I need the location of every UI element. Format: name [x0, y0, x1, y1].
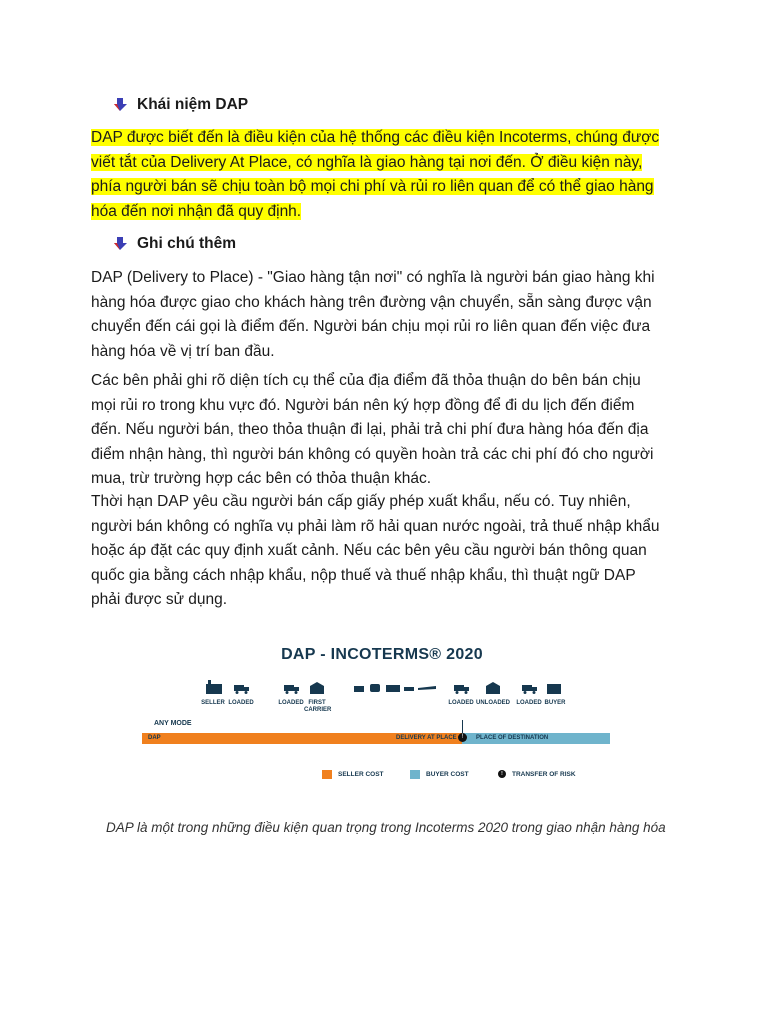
arrow-bullet-icon — [114, 237, 127, 251]
section-heading-dap-concept — [114, 95, 248, 115]
buyer-swatch — [410, 770, 420, 779]
risk-icon: ! — [498, 770, 506, 778]
bar-label-place-of-destination: PLACE OF DESTINATION — [476, 735, 549, 741]
legend-label: BUYER COST — [426, 771, 469, 778]
diagram-title: DAP - INCOTERMS® 2020 — [281, 646, 483, 663]
transport-modes-icon — [354, 682, 436, 694]
paragraph-line: DAP được biết đến là điều kiện của hệ thống các điều kiện Incoterms, chúng được — [91, 129, 660, 146]
warehouse-icon — [486, 682, 500, 694]
truck-icon — [284, 684, 300, 694]
paragraph-line: đến. Nếu người bán, theo thỏa thuận đi lại, phải trả chi phí đưa hàng hóa đến địa — [91, 421, 649, 438]
paragraph-line: mua, trừ trường hợp các bên có thỏa thuận khác. — [91, 470, 432, 487]
paragraph — [91, 266, 679, 364]
paragraph-line: điểm nhận hàng, thì người bán không có quyền hoàn trả các chi phí đó cho người — [91, 445, 654, 463]
paragraph-line: phía người bán sẽ chịu toàn bộ mọi chi phí và rủi ro liên quan để có thể giao hàng — [91, 178, 654, 195]
paragraph-line: hóa đến nơi nhận đã quy định. — [91, 202, 302, 220]
icon-label: FIRST CARRIER — [304, 700, 332, 713]
paragraph-line: chuyển đến cái gọi là điểm đến. Người bán chịu mọi rủi ro liên quan đến việc đưa — [91, 318, 651, 335]
figure-caption: DAP là một trong những điều kiện quan trọng trong Incoterms 2020 trong giao nhận hàng hóa — [106, 820, 666, 835]
buyer-store-icon — [547, 682, 561, 694]
heading-text: Khái niệm DAP — [137, 96, 249, 113]
seller-swatch — [322, 770, 332, 779]
icon-label: LOADED — [228, 700, 254, 706]
truck-icon — [234, 684, 250, 694]
section-heading-notes — [114, 234, 236, 254]
icon-label: UNLOADED — [476, 700, 510, 706]
paragraph-line: viết tắt của Delivery At Place, có nghĩa là giao hàng tại nơi đến. Ở điều kiện này, — [91, 153, 643, 171]
highlighted-paragraph — [91, 126, 679, 224]
legend-transfer-of-risk — [498, 770, 576, 778]
incoterms-dap-diagram — [142, 640, 622, 790]
seller-factory-icon — [206, 680, 222, 694]
legend-label: SELLER COST — [338, 771, 384, 778]
icon-label: LOADED — [278, 700, 304, 706]
icon-label: LOADED — [516, 700, 542, 706]
paragraph-line: hàng hóa về vị trí ban đầu. — [91, 342, 275, 360]
paragraph-line: DAP (Delivery to Place) - "Giao hàng tận nơi" có nghĩa là người bán giao hàng khi — [91, 269, 655, 286]
bar-label-dap: DAP — [148, 735, 161, 741]
transfer-of-risk-icon: ! — [458, 733, 467, 742]
truck-icon — [522, 684, 538, 694]
arrow-bullet-icon — [114, 98, 127, 112]
paragraph-line: hàng hóa được giao cho khách hàng trên đường vận chuyển, sẵn sàng được vận — [91, 293, 652, 311]
heading-text: Ghi chú thêm — [137, 235, 237, 252]
paragraph-line: người bán không có nghĩa vụ phải làm rõ hải quan nước ngoài, trả thuế nhập khẩu — [91, 517, 660, 535]
paragraph — [91, 490, 679, 613]
paragraph-line: hoặc áp đặt các quy định xuất cảnh. Nếu các bên yêu cầu người bán thông quan — [91, 542, 647, 559]
icon-label: LOADED — [448, 700, 474, 706]
legend-seller-cost — [322, 770, 384, 779]
icon-label: SELLER — [201, 700, 225, 706]
warehouse-icon — [310, 682, 324, 694]
paragraph-line: quốc gia bằng cách nhập khẩu, nộp thuế và thuế nhập khẩu, thì thuật ngữ DAP — [91, 566, 636, 584]
paragraph — [91, 369, 679, 492]
any-mode-label: ANY MODE — [154, 720, 192, 727]
paragraph-line: Thời hạn DAP yêu cầu người bán cấp giấy phép xuất khẩu, nếu có. Tuy nhiên, — [91, 493, 631, 510]
icon-label: BUYER — [544, 700, 566, 706]
legend-buyer-cost — [410, 770, 469, 779]
paragraph-line: phải được sử dụng. — [91, 591, 228, 608]
truck-icon — [454, 684, 470, 694]
paragraph-line: Các bên phải ghi rõ diện tích cụ thể của địa điểm đã thỏa thuận do bên bán chịu — [91, 372, 641, 389]
bar-label-delivery-at-place: DELIVERY AT PLACE — [396, 735, 457, 741]
legend-label: TRANSFER OF RISK — [512, 770, 576, 778]
risk-divider-line — [462, 720, 463, 733]
paragraph-line: mọi rủi ro trong khu vực đó. Người bán nên ký hợp đồng để đi du lịch đến điểm — [91, 396, 635, 414]
